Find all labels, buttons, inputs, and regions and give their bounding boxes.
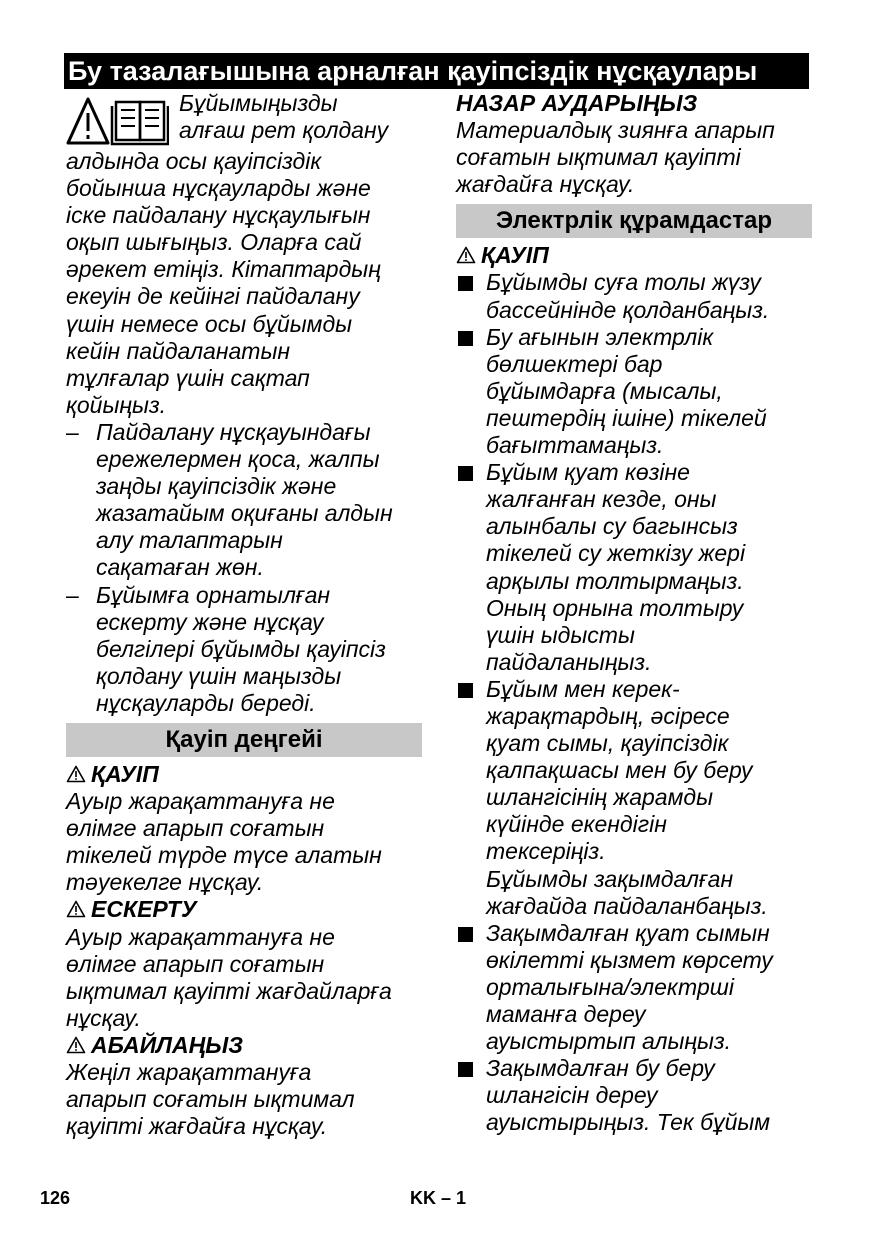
bullet-line: алынбалы су багынсыз [486,513,738,540]
intro-line: екеуін де кейінгі пайдалану [66,283,360,310]
bullet-square-icon [458,927,473,942]
bullet-line: Зақымдалған бу беру [486,1055,715,1082]
dash-marker: – [66,418,79,445]
dash-item-line: нұсқауларды береді. [96,689,316,716]
level-title-row [66,1032,422,1059]
dash-item-line: заңды қауіпсіздік және [96,473,337,500]
level-warning [66,896,422,1031]
level-title-row [66,761,422,788]
level-title-row [66,896,422,923]
intro-line: әрекет етіңіз. Кітаптардың [66,256,381,283]
bullet-square-icon [458,683,473,698]
attention-line: жағдайға нұсқау. [456,171,635,198]
bullet-line: орталығына/электрші [486,973,734,1000]
level-line: қауіпті жағдайға нұсқау. [66,1113,328,1140]
attention-block [456,90,812,198]
warning-triangle-icon [456,246,476,264]
level-line: апарып соғатын ықтимал [66,1086,355,1113]
danger-title: ҚАУІП [481,242,549,269]
bullet-line: Бұйымды зақымдалған [486,865,734,892]
bullet-line: тексеріңіз. [486,838,606,865]
warning-triangle-icon [66,900,86,918]
intro-paragraph [66,90,422,419]
dash-item-line: белгілері бұйымды қауіпсіз [96,635,386,662]
bullet-item [456,324,812,459]
bullet-line: Бұйым қуат көзіне [486,459,690,486]
bullet-line: Зақымдалған қуат сымын [486,919,770,946]
intro-line: Бұйымыңызды [179,90,338,116]
intro-line: іске пайдалану нұсқаулығын [66,202,371,229]
bullet-item [456,920,812,1055]
intro-line: тұлғалар үшін сақтап [66,364,310,391]
level-line: тікелей түрде түсе алатын [66,842,382,869]
bullet-item [456,1055,812,1136]
bullet-line: арқылы толтырмаңыз. [486,567,744,594]
warning-triangle-icon [66,1036,86,1054]
bullet-line: бассейнінде қолданбаңыз. [486,296,770,323]
bullet-line: бөлшектері бар [486,350,663,377]
bullet-square-icon [458,276,473,291]
bullet-line: Бұйым мен керек- [486,675,680,702]
bullet-line: тікелей су жеткізу жері [486,540,746,567]
bullet-line: жарақтардың, әсіресе [486,702,730,729]
right-column [456,90,812,1136]
intro-line: кейін пайдаланатын [66,337,291,364]
bullet-line: өкілетті қызмет көрсету [486,946,773,973]
bullet-line: қалпақшасы мен бу беру [486,757,753,784]
bullet-line: қуат сымы, қауіпсіздік [486,730,729,757]
attention-line: соғатын ықтимал қауіпті [456,144,741,171]
bullet-line: бағыттамаңыз. [486,432,664,459]
section-heading-danger-levels: Қауіп деңгейі [66,723,422,757]
bullet-square-icon [458,466,473,481]
bullet-item [456,459,812,676]
level-title: АБАЙЛАҢЫЗ [91,1031,243,1058]
intro-line: қойыңыз. [66,391,167,418]
language-code: KK – 1 [410,1188,467,1208]
dash-item-line: ережелермен қоса, жалпы [96,446,380,473]
danger-title-row [456,242,812,269]
level-line: нұсқау. [66,1004,141,1031]
bullet-line: жағдайда пайдаланбаңыз. [486,892,768,919]
bullet-line: шлангісін дереу [486,1082,658,1109]
page-number: 126 [40,1188,71,1208]
intro-line: алғаш рет қолдану [179,117,389,144]
level-line: Ауыр жарақаттануға не [66,788,335,815]
level-danger [66,761,422,896]
level-line: Ауыр жарақаттануға не [66,923,335,950]
dash-item-line: алу талаптарын [96,527,283,554]
intro-line: бойынша нұсқауларды және [66,175,371,202]
bullet-square-icon [458,331,473,346]
level-line: Жеңіл жарақаттануға [66,1059,312,1085]
intro-line: үшін немесе осы бұйымды [66,310,353,337]
bullet-line: ауыстыртып алыңыз. [486,1028,732,1055]
level-line: тәуекелге нұсқау. [66,869,264,896]
bullet-line: күйінде екендігін [486,811,667,838]
level-title: ҚАУІП [91,760,159,787]
dash-item-line: Пайдалану нұсқауындағы [96,418,371,445]
bullet-line: үшін ыдысты [486,621,635,648]
level-line: өлімге апарып соғатын [66,950,325,977]
dash-item-line: жазатайым оқиғаны алдын [96,500,393,527]
intro-line: оқып шығыңыз. Оларға сай [66,229,362,256]
bullet-item [456,269,812,323]
dash-item-line: қолдану үшін маңызды [96,662,342,689]
level-title: ЕСКЕРТУ [91,896,197,923]
bullet-line: Бу ағынын электрлік [486,323,714,350]
bullet-item [456,676,812,920]
dash-item-line: Бұйымға орнатылған [96,581,331,608]
bullet-line: ауыстырыңыз. Тек бұйым [486,1109,771,1136]
attention-title: НАЗАР АУДАРЫҢЫЗ [456,90,698,116]
bullet-square-icon [458,1062,473,1077]
dash-list-item [66,419,422,582]
bullet-line: Оның орнына толтыру [486,594,744,621]
bullet-line: маманға дереу [486,1001,646,1027]
warning-and-manual-icon [66,96,169,148]
level-caution [66,1032,422,1140]
level-line: ықтимал қауіпті жағдайларға [66,977,392,1004]
bullet-line: жалғанған кезде, оны [486,486,717,513]
attention-line: Материалдық зиянға апарып [456,117,775,144]
page-title: Бу тазалағышына арналған қауіпсіздік нұсқаулары [64,53,809,89]
dash-item-line: ескерту және нұсқау [96,608,324,635]
intro-line: алдында осы қауіпсіздік [66,148,322,174]
bullet-line: Бұйымды суға толы жүзу [486,269,761,296]
level-line: өлімге апарып соғатын [66,815,325,842]
warning-triangle-icon [66,765,86,783]
bullet-line: пештердің ішіне) тікелей [486,404,767,431]
dash-item-line: сақатаған жөн. [96,554,264,581]
section-heading-electrical: Электрлік құрамдастар [456,204,812,238]
dash-list-item [66,582,422,717]
bullet-line: шлангісінің жарамды [486,784,713,811]
bullet-line: бұйымдарға (мысалы, [486,377,723,404]
dash-marker: – [66,581,79,608]
bullet-line: пайдаланыңыз. [486,648,652,675]
left-column [66,90,422,1140]
